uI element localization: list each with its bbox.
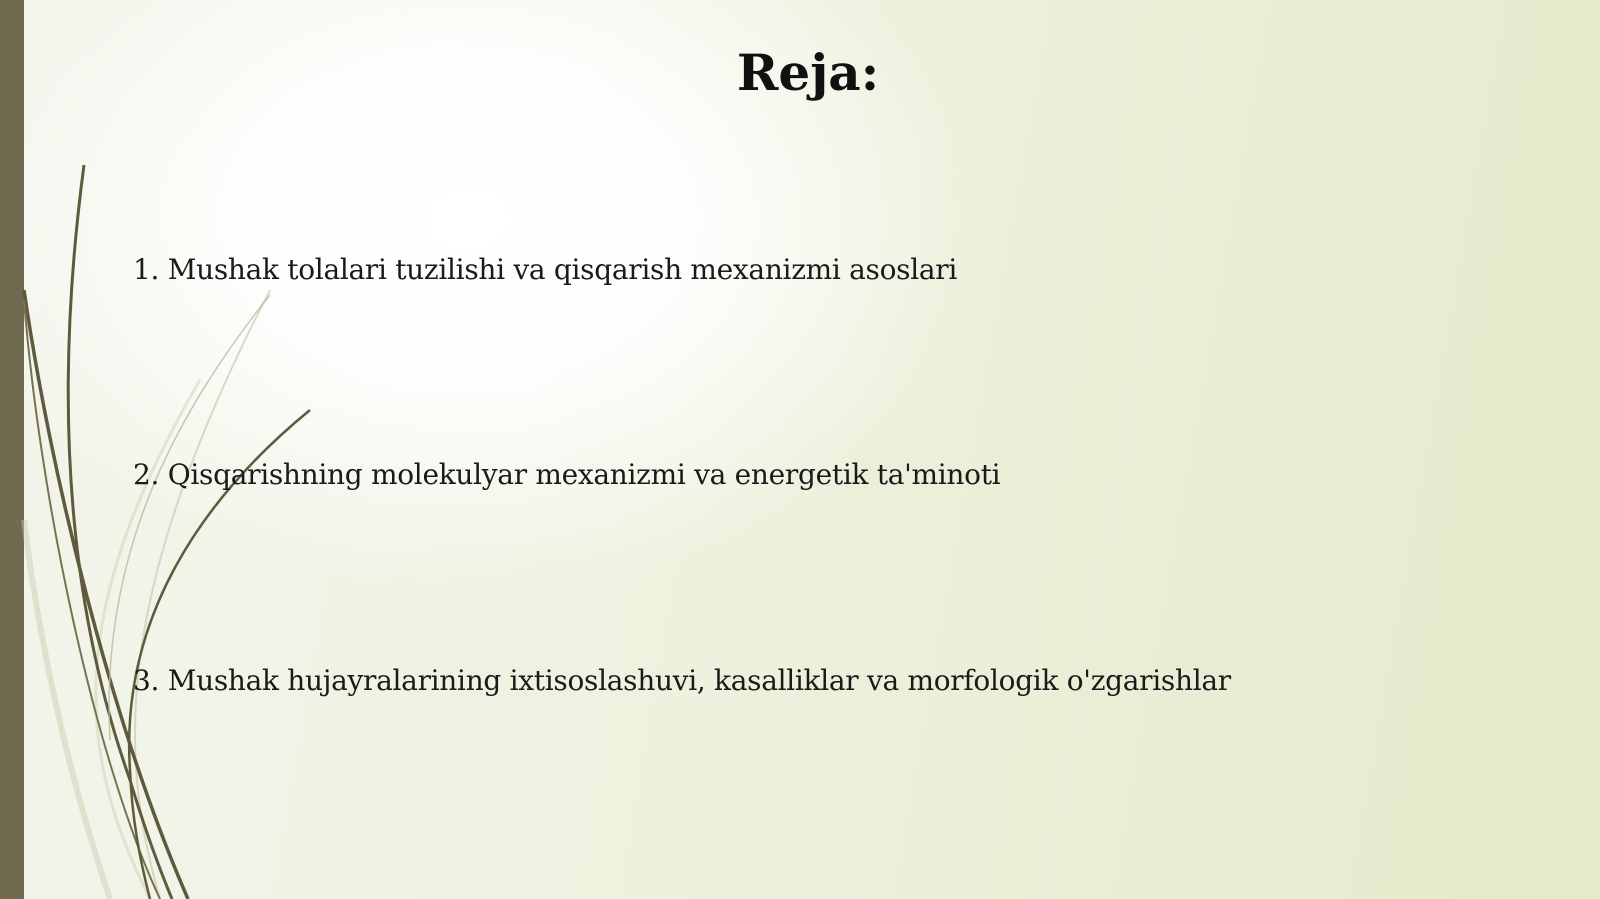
grass-decoration	[0, 0, 340, 899]
plan-item-3: 3. Mushak hujayralarining ixtisoslashuvi, kasalliklar va morfologik o'zgarishlar	[133, 664, 1231, 697]
plan-item-1: 1. Mushak tolalari tuzilishi va qisqarish mexanizmi asoslari	[133, 253, 958, 286]
plan-item-2: 2. Qisqarishning molekulyar mexanizmi va energetik ta'minoti	[133, 458, 1001, 491]
slide-title: Reja:	[736, 43, 880, 102]
